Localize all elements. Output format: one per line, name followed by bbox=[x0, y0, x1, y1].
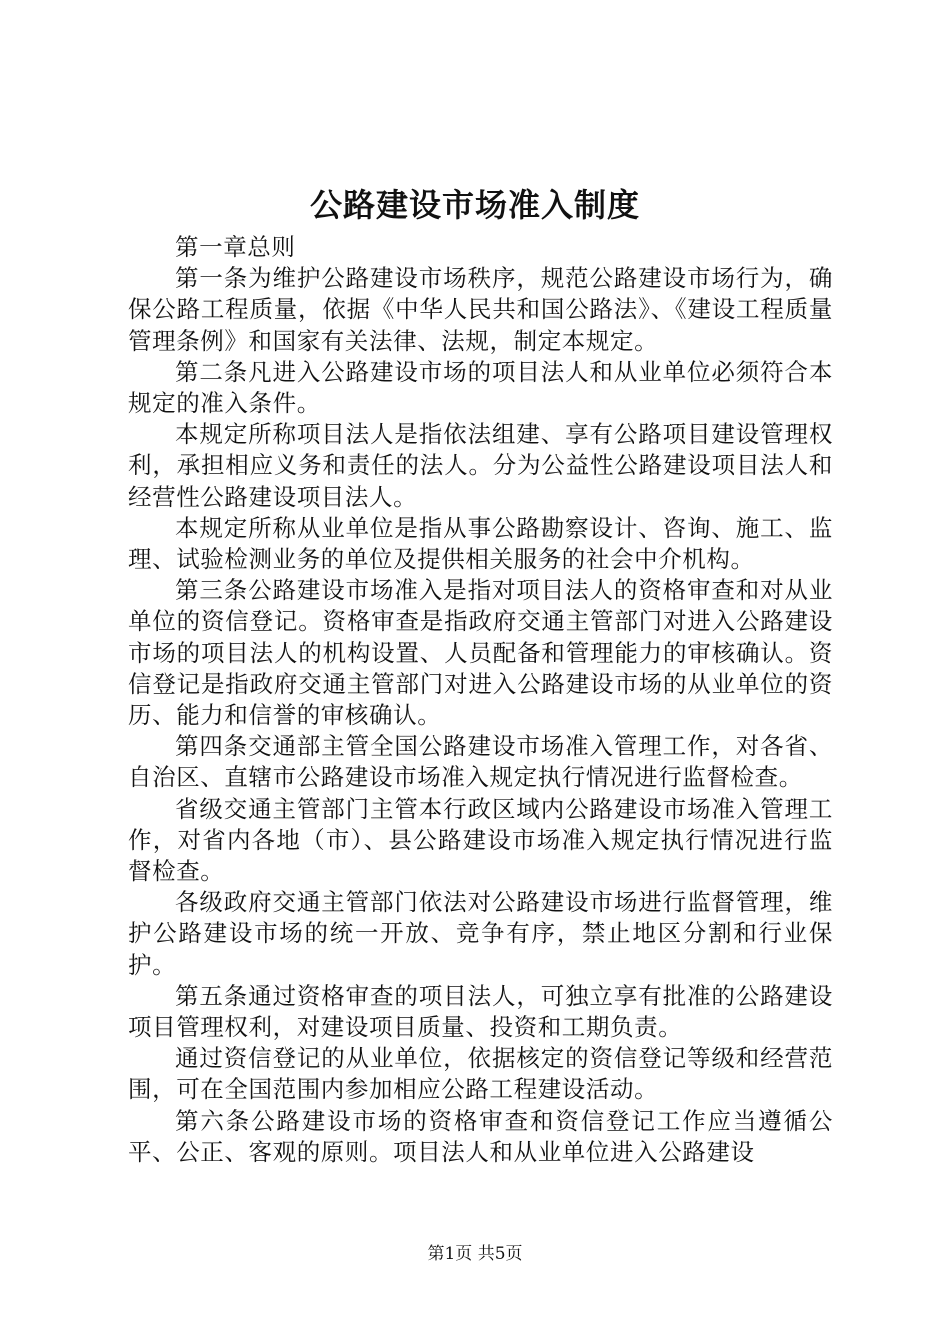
article-5: 第五条通过资格审查的项目法人，可独立享有批准的公路建设项目管理权利，对建设项目质量、投资和工期负责。 bbox=[128, 981, 833, 1042]
article-2-project-legal-person: 本规定所称项目法人是指依法组建、享有公路项目建设管理权利，承担相应义务和责任的法人。分为公益性公路建设项目法人和经营性公路建设项目法人。 bbox=[128, 420, 833, 511]
article-4-all-levels: 各级政府交通主管部门依法对公路建设市场进行监督管理，维护公路建设市场的统一开放、竞争有序，禁止地区分割和行业保护。 bbox=[128, 888, 833, 979]
article-4: 第四条交通部主管全国公路建设市场准入管理工作，对各省、自治区、直辖市公路建设市场准入规定执行情况进行监督检查。 bbox=[128, 732, 833, 792]
article-5-registration: 通过资信登记的从业单位，依据核定的资信登记等级和经营范围，可在全国范围内参加相应公路工程建设活动。 bbox=[128, 1044, 833, 1104]
page-number-footer: 第1页 共5页 bbox=[427, 1244, 523, 1264]
article-2: 第二条凡进入公路建设市场的项目法人和从业单位必须符合本规定的准入条件。 bbox=[128, 357, 833, 418]
document-title: 公路建设市场准入制度 bbox=[309, 186, 640, 224]
article-3: 第三条公路建设市场准入是指对项目法人的资格审查和对从业单位的资信登记。资格审查是指政府交通主管部门对进入公路建设市场的项目法人的机构设置、人员配备和管理能力的审核确认。资信登记是指政府交通主管部门对进入公路建设市场的从业单位的资历、能力和信誉的审核确认。 bbox=[128, 576, 833, 730]
document-body bbox=[128, 232, 833, 1168]
article-6: 第六条公路建设市场的资格审查和资信登记工作应当遵循公平、公正、客观的原则。项目法人和从业单位进入公路建设 bbox=[128, 1106, 833, 1166]
article-4-provincial: 省级交通主管部门主管本行政区域内公路建设市场准入管理工作，对省内各地（市）、县公路建设市场准入规定执行情况进行监督检查。 bbox=[128, 794, 833, 886]
article-1: 第一条为维护公路建设市场秩序，规范公路建设市场行为，确保公路工程质量，依据《中华人民共和国公路法》、《建设工程质量管理条例》和国家有关法律、法规，制定本规定。 bbox=[128, 264, 833, 355]
article-2-practicing-unit: 本规定所称从业单位是指从事公路勘察设计、咨询、施工、监理、试验检测业务的单位及提供相关服务的社会中介机构。 bbox=[128, 513, 833, 574]
chapter-heading: 第一章总则 bbox=[175, 233, 296, 261]
